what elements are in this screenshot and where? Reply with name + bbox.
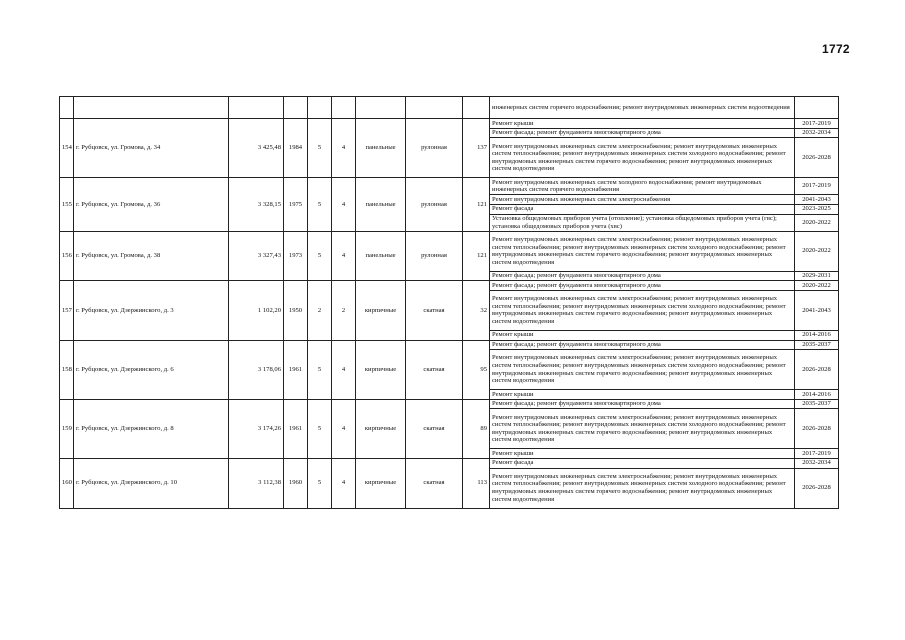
address-cell: г. Рубцовск, ул. Дзержинского, д. 10: [74, 458, 229, 508]
period-cell: 2026-2028: [795, 468, 839, 508]
apartments-cell: 121: [463, 178, 490, 232]
floors-cell: 2: [308, 281, 332, 340]
period-cell: 2035-2037: [795, 399, 839, 409]
period-cell: 2014-2016: [795, 330, 839, 340]
floors-cell: 5: [308, 458, 332, 508]
period-cell: 2017-2019: [795, 119, 839, 129]
work-description-cell: Ремонт внутридомовых инженерных систем холодного водоснабжения; ремонт внутридомовых инженерных систем горячего водоснабжения: [490, 178, 795, 195]
floors-cell: 5: [308, 340, 332, 399]
period-cell: 2026-2028: [795, 350, 839, 390]
work-description-cell: Ремонт крыши: [490, 449, 795, 459]
floors-cell: 5: [308, 231, 332, 281]
number-cell: 159: [60, 399, 74, 458]
area-cell: 1 102,20: [229, 281, 284, 340]
walls-cell: кирпичные: [356, 281, 406, 340]
table-row: [60, 178, 839, 195]
walls-cell: кирпичные: [356, 458, 406, 508]
area-cell: 3 112,38: [229, 458, 284, 508]
page-number: 1772: [822, 42, 850, 56]
roof-cell: рулонная: [406, 119, 463, 178]
address-cell: [74, 97, 229, 119]
roof-cell: рулонная: [406, 178, 463, 232]
entrances-cell: 4: [332, 178, 356, 232]
roof-cell: скатная: [406, 281, 463, 340]
entrances-cell: 4: [332, 231, 356, 281]
area-cell: 3 328,15: [229, 178, 284, 232]
work-description-cell: Ремонт фасада; ремонт фундамента многоквартирного дома: [490, 128, 795, 138]
walls-cell: панельные: [356, 178, 406, 232]
work-description-cell: Ремонт внутридомовых инженерных систем электроснабжения; ремонт внутридомовых инженерных систем теплоснабжения; ремонт внутридомовых инженерных систем холодного водоснабжения; ремонт внутридомовых инженерных систем горячего водоснабжения; ремонт внутридомовых инженерных систем водоотведения: [490, 138, 795, 178]
walls-cell: [356, 97, 406, 119]
work-description-cell: Ремонт крыши: [490, 330, 795, 340]
roof-cell: [406, 97, 463, 119]
entrances-cell: 4: [332, 399, 356, 458]
work-description-cell: Ремонт фасада: [490, 458, 795, 468]
number-cell: 155: [60, 178, 74, 232]
work-description-cell: инженерных систем горячего водоснабжения; ремонт внутридомовых инженерных систем водоотведения: [490, 97, 795, 119]
roof-cell: скатная: [406, 399, 463, 458]
work-description-cell: Ремонт фасада; ремонт фундамента многоквартирного дома: [490, 281, 795, 291]
period-cell: 2017-2019: [795, 178, 839, 195]
period-cell: 2020-2022: [795, 281, 839, 291]
period-cell: 2029-2031: [795, 271, 839, 281]
period-cell: 2020-2022: [795, 231, 839, 271]
table-row: [60, 399, 839, 409]
walls-cell: панельные: [356, 119, 406, 178]
roof-cell: скатная: [406, 458, 463, 508]
table-row: [60, 119, 839, 129]
area-cell: [229, 97, 284, 119]
work-description-cell: Ремонт внутридомовых инженерных систем электроснабжения; ремонт внутридомовых инженерных систем теплоснабжения; ремонт внутридомовых инженерных систем холодного водоснабжения; ремонт внутридомовых инженерных систем горячего водоснабжения; ремонт внутридомовых инженерных систем водоотведения: [490, 468, 795, 508]
year-cell: 1960: [284, 458, 308, 508]
table-row: [60, 340, 839, 350]
apartments-cell: 113: [463, 458, 490, 508]
area-cell: 3 425,48: [229, 119, 284, 178]
walls-cell: кирпичные: [356, 340, 406, 399]
number-cell: [60, 97, 74, 119]
work-description-cell: Ремонт внутридомовых инженерных систем электроснабжения; ремонт внутридомовых инженерных систем теплоснабжения; ремонт внутридомовых инженерных систем холодного водоснабжения; ремонт внутридомовых инженерных систем горячего водоснабжения; ремонт внутридомовых инженерных систем водоотведения: [490, 350, 795, 390]
number-cell: 156: [60, 231, 74, 281]
period-cell: 2035-2037: [795, 340, 839, 350]
work-description-cell: Ремонт крыши: [490, 119, 795, 129]
period-cell: [795, 97, 839, 119]
area-cell: 3 178,06: [229, 340, 284, 399]
table-row: [60, 281, 839, 291]
walls-cell: панельные: [356, 231, 406, 281]
address-cell: г. Рубцовск, ул. Громова, д. 38: [74, 231, 229, 281]
apartments-cell: [463, 97, 490, 119]
table-body: [60, 97, 839, 509]
roof-cell: скатная: [406, 340, 463, 399]
period-cell: 2026-2028: [795, 138, 839, 178]
work-description-cell: Ремонт фасада: [490, 204, 795, 214]
entrances-cell: 4: [332, 458, 356, 508]
roof-cell: рулонная: [406, 231, 463, 281]
year-cell: 1973: [284, 231, 308, 281]
floors-cell: 5: [308, 399, 332, 458]
work-description-cell: Ремонт внутридомовых инженерных систем электроснабжения: [490, 195, 795, 205]
address-cell: г. Рубцовск, ул. Громова, д. 36: [74, 178, 229, 232]
work-description-cell: Ремонт внутридомовых инженерных систем электроснабжения; ремонт внутридомовых инженерных систем теплоснабжения; ремонт внутридомовых инженерных систем холодного водоснабжения; ремонт внутридомовых инженерных систем горячего водоснабжения; ремонт внутридомовых инженерных систем водоотведения: [490, 409, 795, 449]
number-cell: 158: [60, 340, 74, 399]
number-cell: 157: [60, 281, 74, 340]
number-cell: 154: [60, 119, 74, 178]
work-description-cell: Ремонт фасада; ремонт фундамента многоквартирного дома: [490, 340, 795, 350]
entrances-cell: 4: [332, 340, 356, 399]
work-description-cell: Ремонт крыши: [490, 390, 795, 400]
work-description-cell: Ремонт внутридомовых инженерных систем электроснабжения; ремонт внутридомовых инженерных систем теплоснабжения; ремонт внутридомовых инженерных систем холодного водоснабжения; ремонт внутридомовых инженерных систем горячего водоснабжения; ремонт внутридомовых инженерных систем водоотведения: [490, 231, 795, 271]
period-cell: 2023-2025: [795, 204, 839, 214]
apartments-cell: 32: [463, 281, 490, 340]
address-cell: г. Рубцовск, ул. Дзержинского, д. 3: [74, 281, 229, 340]
area-cell: 3 327,43: [229, 231, 284, 281]
work-description-cell: Ремонт фасада; ремонт фундамента многоквартирного дома: [490, 399, 795, 409]
address-cell: г. Рубцовск, ул. Дзержинского, д. 6: [74, 340, 229, 399]
address-cell: г. Рубцовск, ул. Дзержинского, д. 8: [74, 399, 229, 458]
walls-cell: кирпичные: [356, 399, 406, 458]
capital-repair-table: [59, 96, 839, 509]
work-description-cell: Установка общедомовых приборов учета (отопление); установка общедомовых приборов учета (гвс); установка общедомовых приборов учета (хвс): [490, 214, 795, 231]
apartments-cell: 95: [463, 340, 490, 399]
entrances-cell: 4: [332, 119, 356, 178]
period-cell: 2032-2034: [795, 458, 839, 468]
address-cell: г. Рубцовск, ул. Громова, д. 34: [74, 119, 229, 178]
period-cell: 2020-2022: [795, 214, 839, 231]
table-row: [60, 231, 839, 271]
period-cell: 2041-2043: [795, 195, 839, 205]
floors-cell: [308, 97, 332, 119]
year-cell: 1975: [284, 178, 308, 232]
period-cell: 2017-2019: [795, 449, 839, 459]
work-description-cell: Ремонт внутридомовых инженерных систем электроснабжения; ремонт внутридомовых инженерных систем теплоснабжения; ремонт внутридомовых инженерных систем холодного водоснабжения; ремонт внутридомовых инженерных систем горячего водоснабжения; ремонт внутридомовых инженерных систем водоотведения: [490, 290, 795, 330]
year-cell: 1961: [284, 340, 308, 399]
entrances-cell: [332, 97, 356, 119]
number-cell: 160: [60, 458, 74, 508]
area-cell: 3 174,26: [229, 399, 284, 458]
apartments-cell: 89: [463, 399, 490, 458]
table-row: [60, 97, 839, 119]
period-cell: 2026-2028: [795, 409, 839, 449]
year-cell: 1961: [284, 399, 308, 458]
floors-cell: 5: [308, 178, 332, 232]
period-cell: 2032-2034: [795, 128, 839, 138]
floors-cell: 5: [308, 119, 332, 178]
period-cell: 2014-2016: [795, 390, 839, 400]
period-cell: 2041-2043: [795, 290, 839, 330]
year-cell: [284, 97, 308, 119]
apartments-cell: 121: [463, 231, 490, 281]
work-description-cell: Ремонт фасада; ремонт фундамента многоквартирного дома: [490, 271, 795, 281]
entrances-cell: 2: [332, 281, 356, 340]
year-cell: 1984: [284, 119, 308, 178]
year-cell: 1950: [284, 281, 308, 340]
table-row: [60, 458, 839, 468]
apartments-cell: 137: [463, 119, 490, 178]
